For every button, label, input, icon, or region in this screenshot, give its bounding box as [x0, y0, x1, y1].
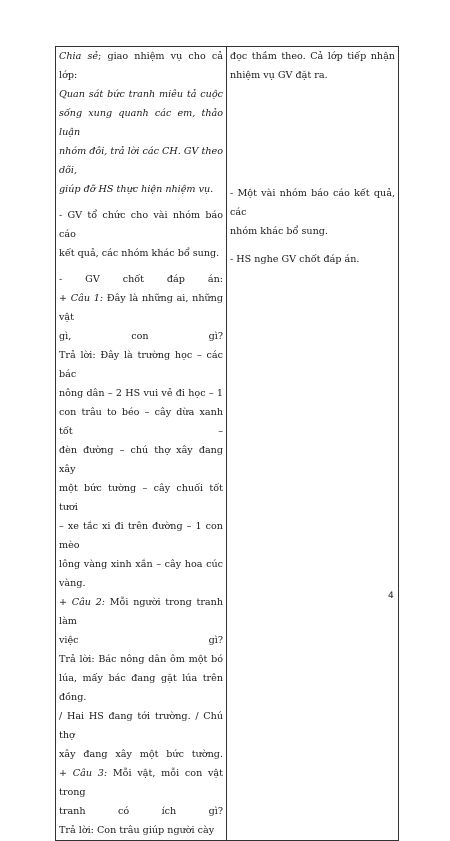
text-line: [59, 707, 223, 745]
text-line: [59, 346, 223, 384]
text-line: [59, 180, 223, 199]
answer-summary-block: [59, 270, 223, 840]
text-line: [59, 593, 223, 631]
text-line: - HS nghe GV chốt đáp án.: [230, 254, 360, 265]
text-line: [59, 441, 223, 479]
student-receive-task-block: [230, 47, 395, 85]
text-line: [59, 384, 223, 403]
text-run: việc gì?: [59, 635, 223, 646]
text-line: [59, 574, 223, 593]
text-line: [59, 555, 223, 574]
text-line: [59, 764, 223, 802]
text-run: Mỗi vật, mỗi con vật trong: [59, 768, 223, 798]
text-run: xây đang xây một bức tường.: [59, 749, 223, 760]
text-run: nông dân – 2 HS vui vẻ đi học – 1: [59, 388, 223, 399]
student-activity-cell: [227, 47, 399, 841]
text-run: Chia sẻ: [59, 51, 99, 62]
text-run: + Câu 1:: [59, 293, 107, 304]
text-line: [59, 650, 223, 669]
text-run: Đây là những ai, những vật: [59, 293, 223, 323]
text-run: giúp đỡ HS thực hiện nhiệm vụ.: [59, 184, 214, 195]
text-run: sống xung quanh các em, thảo luận: [59, 108, 223, 138]
text-line: [59, 479, 223, 517]
text-line: [59, 517, 223, 555]
table-row: [56, 47, 399, 841]
text-line: [59, 142, 223, 180]
text-line: [59, 289, 223, 327]
text-run: Quan sát bức tranh miêu tả cuộc: [59, 89, 223, 100]
text-line: - GV tổ chức cho vài nhóm báo cáo: [59, 210, 223, 240]
text-run: Trả lời: Đây là trường học – các bác: [59, 350, 223, 380]
text-run: ; giao nhiệm vụ cho cả lớp:: [59, 51, 223, 81]
text-line: [59, 821, 223, 840]
text-line: đọc thầm theo. Cả lớp tiếp nhận: [230, 51, 395, 62]
text-line: - Một vài nhóm báo cáo kết quả, các: [230, 188, 395, 218]
lesson-table: [55, 46, 399, 841]
text-line: [59, 745, 223, 764]
task-assignment-block: [59, 47, 223, 199]
text-run: tranh có ích gì?: [59, 806, 223, 817]
text-run: nhóm đôi, trả lời các CH. GV theo dõi,: [59, 146, 223, 176]
text-line: [59, 403, 223, 441]
text-line: [59, 47, 223, 85]
text-run: Trả lời: Bác nông dân ôm một bó: [59, 654, 223, 665]
text-line: kết quả, các nhóm khác bổ sung.: [59, 248, 220, 259]
text-line: [59, 802, 223, 821]
text-run: + Câu 3:: [59, 768, 113, 779]
student-listen-block: [230, 250, 395, 269]
text-line: [59, 85, 223, 104]
group-report-block: [59, 206, 223, 263]
text-line: [59, 631, 223, 650]
text-run: lông vàng xinh xắn – cây hoa cúc: [59, 559, 223, 570]
text-run: - GV chốt đáp án:: [59, 274, 223, 285]
text-run: + Câu 2:: [59, 597, 110, 608]
text-line: nhiệm vụ GV đặt ra.: [230, 70, 328, 81]
text-run: con trâu to béo – cây dừa xanh tốt –: [59, 407, 223, 437]
text-line: [59, 270, 223, 289]
page-number: 4: [388, 591, 394, 601]
text-run: vàng.: [59, 578, 86, 589]
text-run: gì, con gì?: [59, 331, 223, 342]
text-run: lúa, mấy bác đang gặt lúa trên đồng.: [59, 673, 223, 703]
teacher-activity-cell: [56, 47, 227, 841]
student-report-block: [230, 184, 395, 241]
text-run: một bức tường – cây chuối tốt tươi: [59, 483, 223, 513]
text-line: [59, 327, 223, 346]
text-run: Mỗi người trong tranh làm: [59, 597, 224, 627]
text-line: [59, 104, 223, 142]
text-line: nhóm khác bổ sung.: [230, 226, 328, 237]
text-line: [59, 669, 223, 707]
text-run: – xe tắc xi đi trên đường – 1 con mèo: [59, 521, 223, 551]
text-run: / Hai HS đang tới trường. / Chú thợ: [59, 711, 223, 741]
text-run: đèn đường – chú thợ xây đang xây: [59, 445, 223, 475]
text-run: Trả lời: Con trâu giúp người cày: [59, 825, 215, 836]
